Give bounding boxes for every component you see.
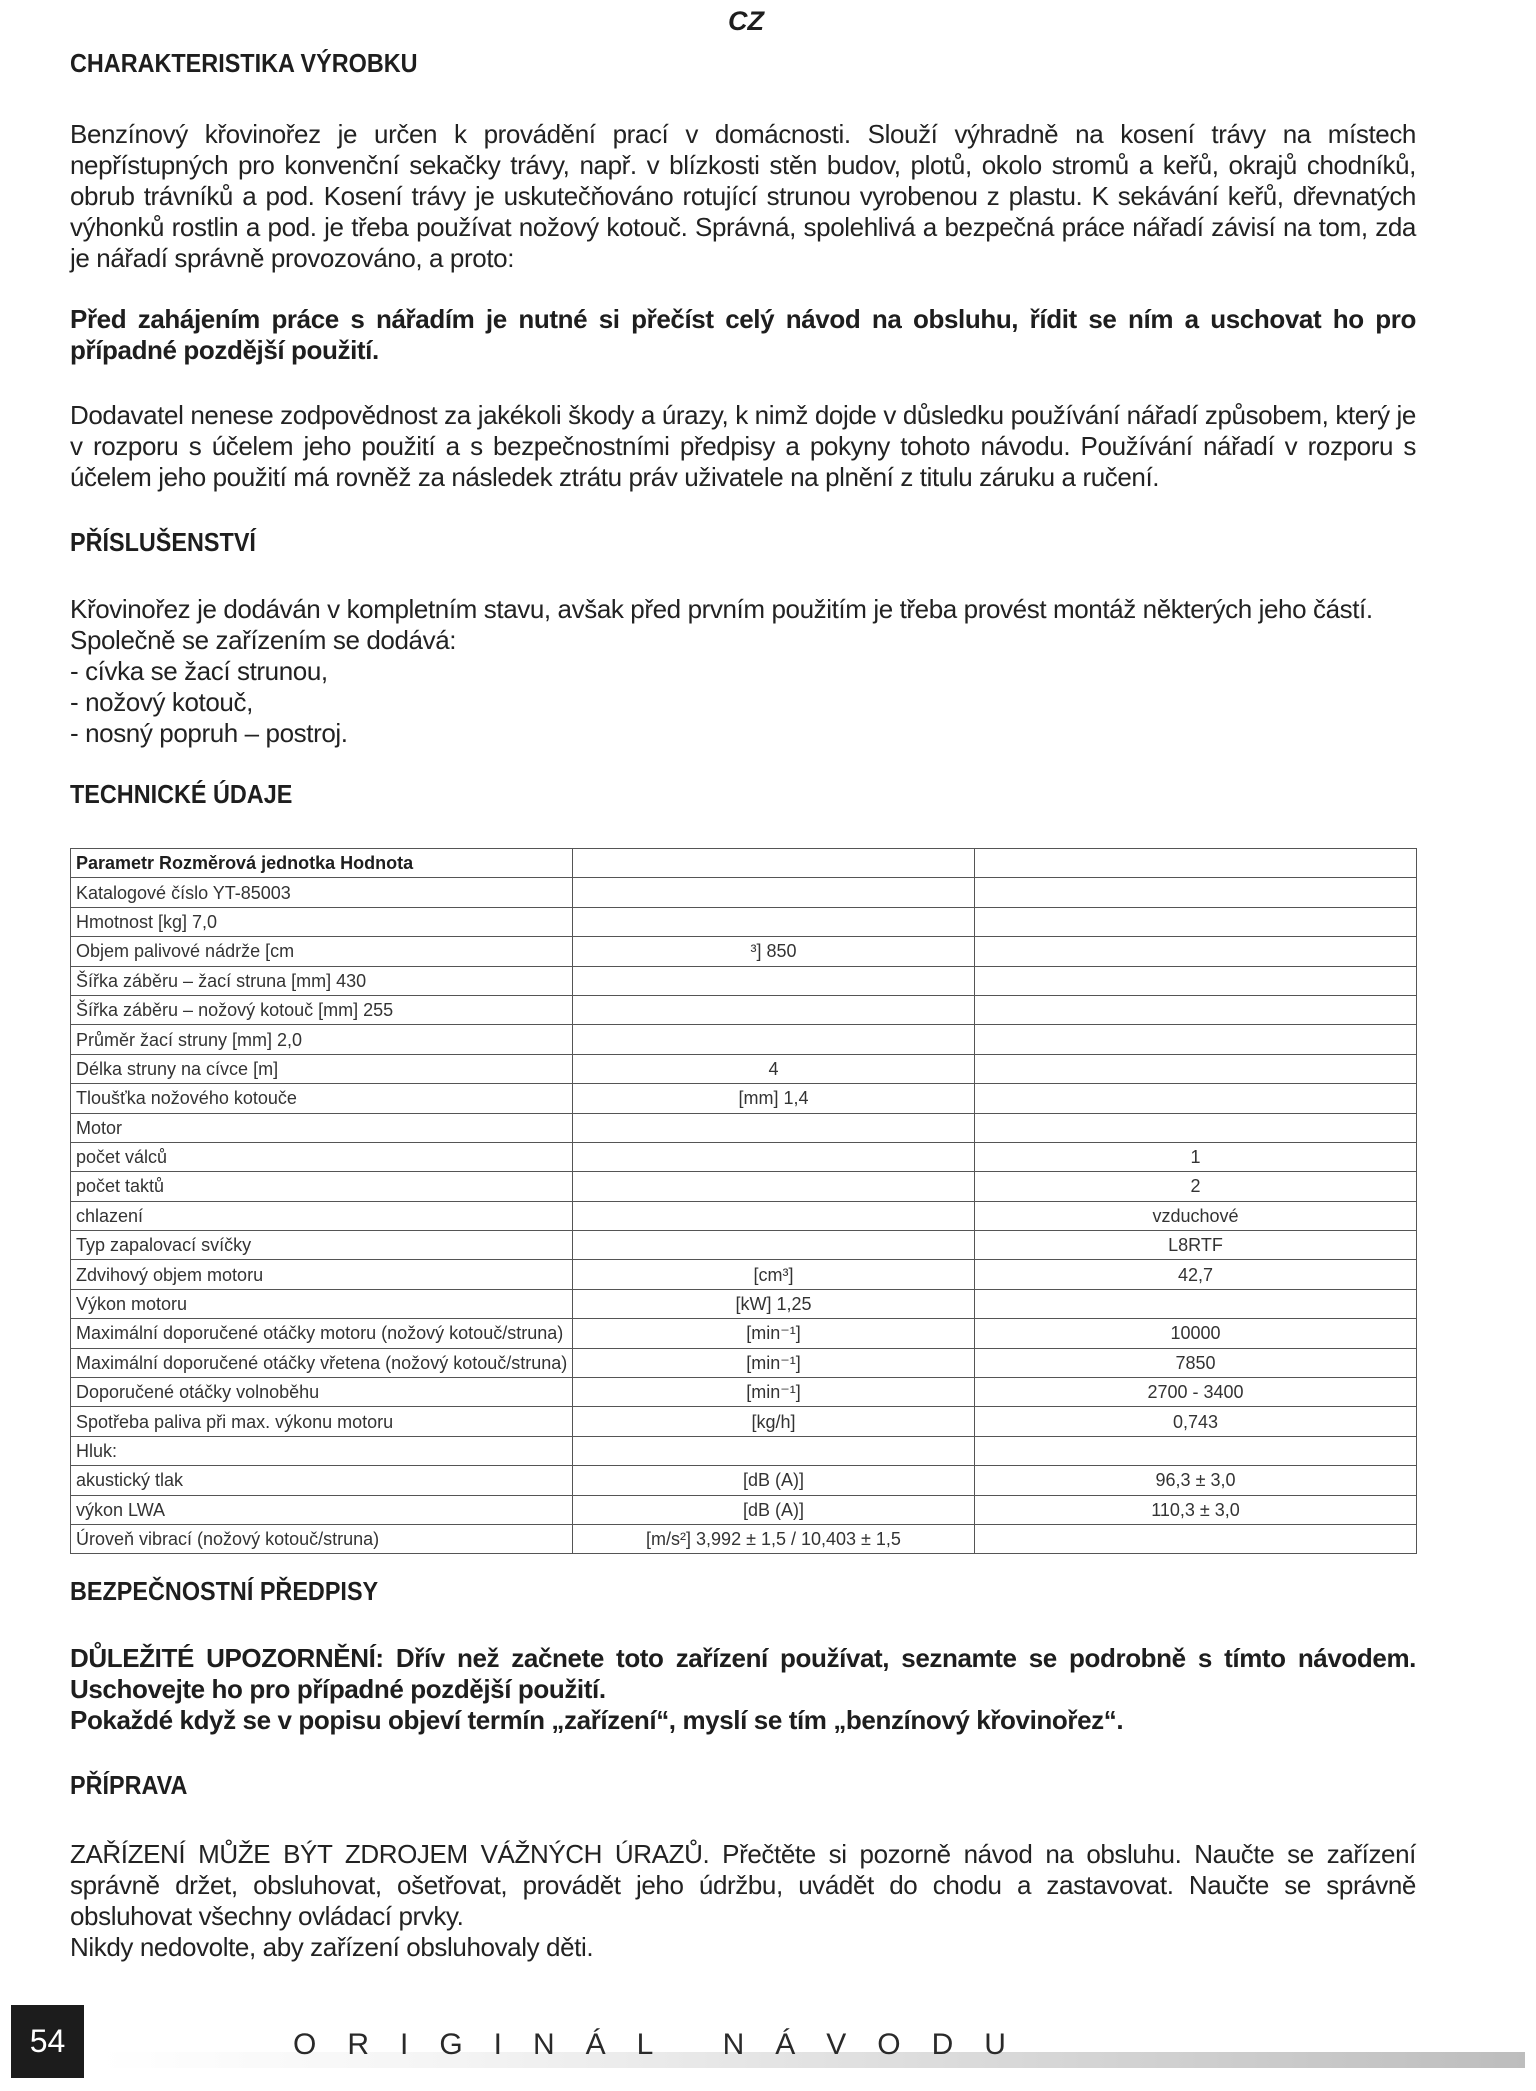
- spec-value-cell: [975, 937, 1417, 966]
- accessories-line: - nosný popruh – postroj.: [70, 718, 348, 748]
- spec-unit-cell: [573, 1142, 975, 1171]
- spec-value-cell: 2: [975, 1172, 1417, 1201]
- spec-parameter-cell: Šířka záběru – nožový kotouč [mm] 255: [71, 995, 573, 1024]
- spec-row: [71, 1172, 1417, 1201]
- spec-value-cell: [975, 1289, 1417, 1318]
- section-title-safety: BEZPEČNOSTNÍ PŘEDPISY: [70, 1576, 379, 1607]
- spec-value-cell: [975, 1084, 1417, 1113]
- spec-unit-cell: [573, 1172, 975, 1201]
- technical-specs-table: [70, 848, 1417, 1554]
- spec-parameter-cell: Hmotnost [kg] 7,0: [71, 907, 573, 936]
- spec-row: [71, 1407, 1417, 1436]
- spec-parameter-cell: Motor: [71, 1113, 573, 1142]
- spec-parameter-cell: Šířka záběru – žací struna [mm] 430: [71, 966, 573, 995]
- spec-parameter-cell: Objem palivové nádrže [cm: [71, 937, 573, 966]
- spec-unit-cell: [kW] 1,25: [573, 1289, 975, 1318]
- spec-parameter-cell: počet válců: [71, 1142, 573, 1171]
- spec-row: [71, 1201, 1417, 1230]
- spec-unit-cell: [573, 907, 975, 936]
- spec-unit-cell: [mm] 1,4: [573, 1084, 975, 1113]
- spec-parameter-cell: Hluk:: [71, 1436, 573, 1465]
- spec-row: [71, 849, 1417, 878]
- spec-row: [71, 1025, 1417, 1054]
- spec-parameter-cell: Maximální doporučené otáčky vřetena (nožový kotouč/struna): [71, 1348, 573, 1377]
- spec-value-cell: [975, 878, 1417, 907]
- characteristics-intro: Benzínový křovinořez je určen k provádění prací v domácnosti. Slouží výhradně na kosení trávy na místech nepřístupných pro konvenční sekačky trávy, např. v blízkosti stěn budov, plotů, okolo stromů a keřů, okrajů chodníků, obrub trávníků a pod. Kosení trávy je uskutečňováno rotující strunou vyrobenou z plastu. K sekávání keřů, dřevnatých výhonků rostlin a pod. je třeba používat nožový kotouč. Správná, spolehlivá a bezpečná práce nářadí závisí na tom, zda je nářadí správně provozováno, a proto:: [70, 119, 1416, 273]
- spec-value-cell: 0,743: [975, 1407, 1417, 1436]
- spec-row: [71, 1260, 1417, 1289]
- spec-unit-cell: [573, 849, 975, 878]
- spec-value-cell: [975, 966, 1417, 995]
- spec-value-cell: [975, 1113, 1417, 1142]
- spec-parameter-cell: Průměr žací struny [mm] 2,0: [71, 1025, 573, 1054]
- characteristics-liability: Dodavatel nenese zodpovědnost za jakékoli škody a úrazy, k nimž dojde v důsledku používání nářadí způsobem, který je v rozporu s účelem jeho použití a s bezpečnostními předpisy a pokyny tohoto návodu. Používání nářadí v rozporu s účelem jeho použití má rovněž za následek ztrátu práv uživatele na plnění z titulu záruku a ručení.: [70, 400, 1416, 492]
- spec-row: [71, 1289, 1417, 1318]
- spec-row: [71, 1113, 1417, 1142]
- spec-row: [71, 1348, 1417, 1377]
- section-title-preparation: PŘÍPRAVA: [70, 1770, 188, 1801]
- spec-unit-cell: [min⁻¹]: [573, 1348, 975, 1377]
- spec-unit-cell: [min⁻¹]: [573, 1319, 975, 1348]
- spec-unit-cell: [573, 1231, 975, 1260]
- spec-value-cell: 96,3 ± 3,0: [975, 1466, 1417, 1495]
- spec-row: [71, 966, 1417, 995]
- spec-row: [71, 878, 1417, 907]
- spec-row: [71, 1524, 1417, 1553]
- spec-value-cell: 110,3 ± 3,0: [975, 1495, 1417, 1524]
- spec-row: [71, 907, 1417, 936]
- spec-row: [71, 1142, 1417, 1171]
- spec-value-cell: [975, 995, 1417, 1024]
- spec-parameter-cell: Délka struny na cívce [m]: [71, 1054, 573, 1083]
- spec-unit-cell: [m/s²] 3,992 ± 1,5 / 10,403 ± 1,5: [573, 1524, 975, 1553]
- safety-important-notice: DŮLEŽITÉ UPOZORNĚNÍ: Dřív než začnete toto zařízení používat, seznamte se podrobně s tímto návodem. Uschovejte ho pro případné pozdější použití.: [70, 1643, 1416, 1705]
- footer-label: ORIGINÁL NÁVODU: [293, 2028, 1037, 2061]
- spec-parameter-cell: akustický tlak: [71, 1466, 573, 1495]
- spec-parameter-cell: výkon LWA: [71, 1495, 573, 1524]
- section-title-technical: TECHNICKÉ ÚDAJE: [70, 779, 293, 809]
- spec-unit-cell: ³] 850: [573, 937, 975, 966]
- spec-value-cell: [975, 849, 1417, 878]
- spec-unit-cell: [573, 1113, 975, 1142]
- spec-value-cell: 10000: [975, 1319, 1417, 1348]
- spec-parameter-cell: Doporučené otáčky volnoběhu: [71, 1378, 573, 1407]
- spec-parameter-cell: Tloušťka nožového kotouče: [71, 1084, 573, 1113]
- spec-unit-cell: [dB (A)]: [573, 1466, 975, 1495]
- accessories-line: Křovinořez je dodáván v kompletním stavu, avšak před prvním použitím je třeba provést montáž některých jeho částí.: [70, 594, 1373, 624]
- spec-value-cell: [975, 907, 1417, 936]
- spec-unit-cell: [573, 966, 975, 995]
- spec-row: [71, 937, 1417, 966]
- spec-parameter-cell: Úroveň vibrací (nožový kotouč/struna): [71, 1524, 573, 1553]
- spec-row: [71, 1231, 1417, 1260]
- spec-parameter-cell: Maximální doporučené otáčky motoru (nožový kotouč/struna): [71, 1319, 573, 1348]
- accessories-line: - cívka se žací strunou,: [70, 656, 328, 686]
- characteristics-warning: Před zahájením práce s nářadím je nutné si přečíst celý návod na obsluhu, řídit se ním a uschovat ho pro případné pozdější použití.: [70, 304, 1416, 365]
- spec-parameter-cell: Typ zapalovací svíčky: [71, 1231, 573, 1260]
- spec-unit-cell: 4: [573, 1054, 975, 1083]
- spec-unit-cell: [573, 878, 975, 907]
- page-number: 54: [11, 2005, 84, 2078]
- spec-value-cell: L8RTF: [975, 1231, 1417, 1260]
- spec-row: [71, 1054, 1417, 1083]
- spec-parameter-cell: Výkon motoru: [71, 1289, 573, 1318]
- spec-parameter-cell: chlazení: [71, 1201, 573, 1230]
- spec-value-cell: 42,7: [975, 1260, 1417, 1289]
- spec-row: [71, 1436, 1417, 1465]
- spec-row: [71, 1084, 1417, 1113]
- spec-parameter-cell: Spotřeba paliva při max. výkonu motoru: [71, 1407, 573, 1436]
- accessories-list: [70, 594, 1416, 749]
- spec-value-cell: [975, 1025, 1417, 1054]
- spec-value-cell: [975, 1436, 1417, 1465]
- spec-parameter-cell: Parametr Rozměrová jednotka Hodnota: [71, 849, 573, 878]
- spec-value-cell: 2700 - 3400: [975, 1378, 1417, 1407]
- spec-row: [71, 1378, 1417, 1407]
- spec-unit-cell: [dB (A)]: [573, 1495, 975, 1524]
- spec-row: [71, 1319, 1417, 1348]
- accessories-line: Společně se zařízením se dodává:: [70, 625, 457, 655]
- spec-row: [71, 995, 1417, 1024]
- spec-unit-cell: [573, 995, 975, 1024]
- page-content: [70, 40, 1416, 1963]
- spec-unit-cell: [kg/h]: [573, 1407, 975, 1436]
- spec-value-cell: vzduchové: [975, 1201, 1417, 1230]
- accessories-line: - nožový kotouč,: [70, 687, 253, 717]
- spec-unit-cell: [573, 1201, 975, 1230]
- spec-unit-cell: [573, 1025, 975, 1054]
- preparation-text: ZAŘÍZENÍ MŮŽE BÝT ZDROJEM VÁŽNÝCH ÚRAZŮ. Přečtěte si pozorně návod na obsluhu. Naučte se zařízení správně držet, obsluhovat, ošetřovat, provádět jeho údržbu, uvádět do chodu a zastavovat. Naučte se správně obsluhovat všechny ovládací prvky.: [70, 1839, 1416, 1932]
- spec-unit-cell: [cm³]: [573, 1260, 975, 1289]
- spec-parameter-cell: Zdvihový objem motoru: [71, 1260, 573, 1289]
- spec-parameter-cell: Katalogové číslo YT-85003: [71, 878, 573, 907]
- spec-value-cell: 7850: [975, 1348, 1417, 1377]
- spec-parameter-cell: počet taktů: [71, 1172, 573, 1201]
- spec-unit-cell: [min⁻¹]: [573, 1378, 975, 1407]
- spec-row: [71, 1466, 1417, 1495]
- spec-value-cell: [975, 1054, 1417, 1083]
- language-code: CZ: [728, 6, 764, 36]
- section-title-characteristics: CHARAKTERISTIKA VÝROBKU: [70, 48, 418, 78]
- spec-row: [71, 1495, 1417, 1524]
- preparation-children-note: Nikdy nedovolte, aby zařízení obsluhovaly děti.: [70, 1932, 594, 1963]
- spec-value-cell: 1: [975, 1142, 1417, 1171]
- spec-unit-cell: [573, 1436, 975, 1465]
- spec-value-cell: [975, 1524, 1417, 1553]
- section-title-accessories: PŘÍSLUŠENSTVÍ: [70, 527, 256, 557]
- safety-term-note: Pokaždé když se v popisu objeví termín „zařízení“, myslí se tím „benzínový křovinořez“.: [70, 1705, 1124, 1736]
